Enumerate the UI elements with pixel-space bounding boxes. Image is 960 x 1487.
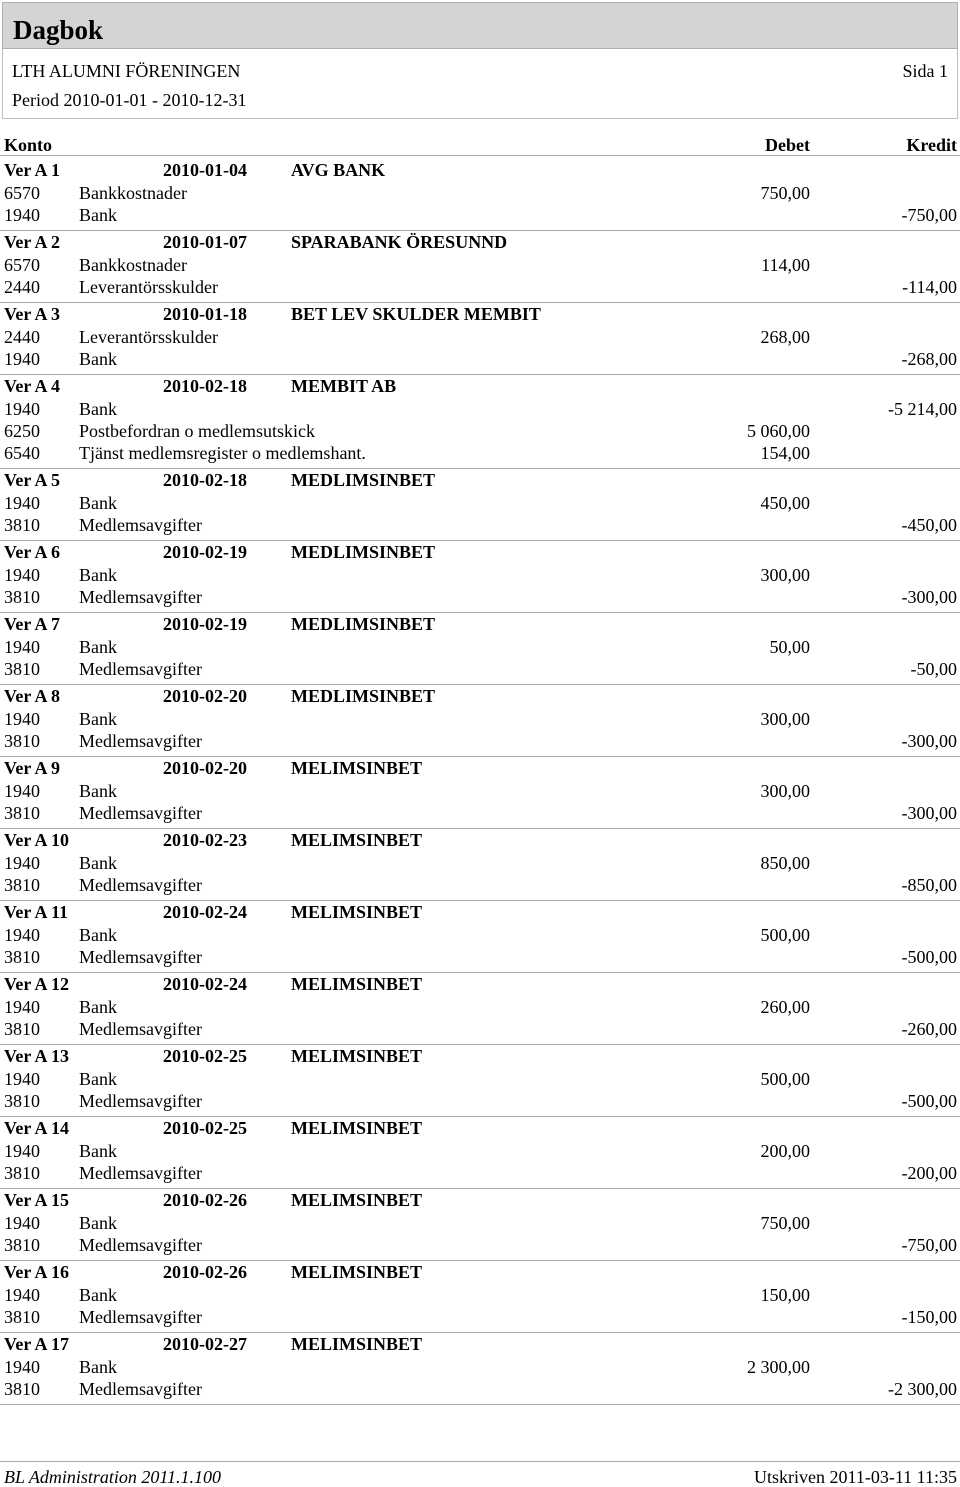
debet-amount: 268,00 <box>760 327 810 347</box>
ledger-row <box>0 586 960 608</box>
account-number: 1940 <box>4 1141 40 1161</box>
debet-amount: 300,00 <box>760 709 810 729</box>
ledger-row <box>0 348 960 370</box>
kredit-amount: -150,00 <box>901 1307 957 1327</box>
verification-date: 2010-02-26 <box>163 1262 247 1282</box>
debet-amount: 500,00 <box>760 925 810 945</box>
account-number: 3810 <box>4 1019 40 1039</box>
debet-amount: 150,00 <box>760 1285 810 1305</box>
column-headers <box>0 133 960 155</box>
verification-block <box>0 757 960 829</box>
ledger <box>0 159 960 1405</box>
account-name: Bank <box>79 349 117 369</box>
verification-number: Ver A 3 <box>4 304 61 324</box>
verification-number: Ver A 16 <box>4 1262 70 1282</box>
page-number: Sida 1 <box>902 61 948 81</box>
verification-header <box>0 685 960 707</box>
software-version: BL Administration 2011.1.100 <box>4 1467 222 1487</box>
account-name: Tjänst medlemsregister o medlemshant. <box>79 443 366 463</box>
account-number: 1940 <box>4 781 40 801</box>
debet-amount: 300,00 <box>760 565 810 585</box>
account-number: 1940 <box>4 709 40 729</box>
verification-header <box>0 159 960 181</box>
printed-timestamp: Utskriven 2011-03-11 11:35 <box>754 1467 957 1487</box>
report-info <box>2 49 958 119</box>
ledger-row <box>0 182 960 204</box>
kredit-amount: -300,00 <box>901 803 957 823</box>
account-number: 1940 <box>4 637 40 657</box>
verification-date: 2010-02-19 <box>163 542 247 562</box>
ledger-row <box>0 1306 960 1328</box>
verification-description: MELIMSINBET <box>291 902 423 922</box>
account-name: Postbefordran o medlemsutskick <box>79 421 315 441</box>
account-number: 1940 <box>4 925 40 945</box>
verification-description: MELIMSINBET <box>291 1262 423 1282</box>
debet-amount: 850,00 <box>760 853 810 873</box>
verification-block <box>0 541 960 613</box>
account-name: Bank <box>79 399 117 419</box>
verification-header <box>0 1261 960 1283</box>
verification-number: Ver A 15 <box>4 1190 70 1210</box>
verification-header <box>0 829 960 851</box>
verification-number: Ver A 10 <box>4 830 70 850</box>
ledger-row <box>0 398 960 420</box>
verification-date: 2010-02-26 <box>163 1190 247 1210</box>
account-name: Bank <box>79 853 117 873</box>
verification-date: 2010-02-25 <box>163 1046 247 1066</box>
verification-block <box>0 901 960 973</box>
verification-description: MELIMSINBET <box>291 1334 423 1354</box>
kredit-amount: -450,00 <box>901 515 957 535</box>
ledger-row <box>0 996 960 1018</box>
verification-date: 2010-02-18 <box>163 376 247 396</box>
verification-header <box>0 1045 960 1067</box>
account-name: Bank <box>79 1285 117 1305</box>
ledger-row <box>0 1212 960 1234</box>
ledger-row <box>0 658 960 680</box>
verification-description: MELIMSINBET <box>291 974 423 994</box>
verification-number: Ver A 2 <box>4 232 61 252</box>
account-number: 3810 <box>4 1307 40 1327</box>
verification-header <box>0 1189 960 1211</box>
ledger-row <box>0 780 960 802</box>
account-name: Bank <box>79 205 117 225</box>
verification-number: Ver A 12 <box>4 974 70 994</box>
ledger-row <box>0 1162 960 1184</box>
verification-description: MELIMSINBET <box>291 1046 423 1066</box>
account-number: 1940 <box>4 1213 40 1233</box>
account-name: Medlemsavgifter <box>79 587 202 607</box>
account-name: Bank <box>79 493 117 513</box>
account-number: 3810 <box>4 587 40 607</box>
period-range: Period 2010-01-01 - 2010-12-31 <box>12 90 247 110</box>
account-number: 3810 <box>4 659 40 679</box>
ledger-row <box>0 708 960 730</box>
account-name: Bank <box>79 997 117 1017</box>
account-name: Medlemsavgifter <box>79 1379 202 1399</box>
verification-number: Ver A 4 <box>4 376 61 396</box>
account-name: Medlemsavgifter <box>79 659 202 679</box>
verification-block <box>0 375 960 469</box>
kredit-amount: -5 214,00 <box>888 399 957 419</box>
title-bar <box>2 2 958 49</box>
ledger-row <box>0 1284 960 1306</box>
verification-description: MELIMSINBET <box>291 758 423 778</box>
kredit-amount: -300,00 <box>901 587 957 607</box>
ledger-row <box>0 254 960 276</box>
account-name: Bank <box>79 1357 117 1377</box>
verification-block <box>0 613 960 685</box>
ledger-row <box>0 564 960 586</box>
account-name: Bankkostnader <box>79 255 187 275</box>
debet-amount: 200,00 <box>760 1141 810 1161</box>
account-number: 1940 <box>4 997 40 1017</box>
verification-description: SPARABANK ÖRESUNND <box>291 232 508 252</box>
verification-block <box>0 829 960 901</box>
account-name: Leverantörsskulder <box>79 327 218 347</box>
verification-number: Ver A 5 <box>4 470 61 490</box>
verification-date: 2010-02-27 <box>163 1334 247 1354</box>
account-number: 3810 <box>4 731 40 751</box>
account-number: 1940 <box>4 1069 40 1089</box>
account-name: Medlemsavgifter <box>79 947 202 967</box>
kredit-amount: -500,00 <box>901 947 957 967</box>
account-name: Medlemsavgifter <box>79 875 202 895</box>
debet-amount: 114,00 <box>761 255 810 275</box>
debet-amount: 50,00 <box>769 637 810 657</box>
debet-amount: 2 300,00 <box>747 1357 810 1377</box>
verification-header <box>0 901 960 923</box>
debet-amount: 450,00 <box>760 493 810 513</box>
verification-description: MELIMSINBET <box>291 830 423 850</box>
verification-date: 2010-02-20 <box>163 686 247 706</box>
verification-description: BET LEV SKULDER MEMBIT <box>291 304 541 324</box>
kredit-amount: -2 300,00 <box>888 1379 957 1399</box>
account-name: Medlemsavgifter <box>79 1307 202 1327</box>
verification-header <box>0 303 960 325</box>
account-number: 2440 <box>4 327 40 347</box>
account-number: 1940 <box>4 349 40 369</box>
verification-header <box>0 757 960 779</box>
verification-date: 2010-02-18 <box>163 470 247 490</box>
kredit-amount: -750,00 <box>901 205 957 225</box>
verification-description: MEDLIMSINBET <box>291 686 436 706</box>
verification-date: 2010-02-24 <box>163 974 247 994</box>
account-number: 3810 <box>4 1163 40 1183</box>
verification-block <box>0 159 960 231</box>
ledger-row <box>0 1234 960 1256</box>
verification-number: Ver A 17 <box>4 1334 70 1354</box>
account-number: 3810 <box>4 1235 40 1255</box>
ledger-row <box>0 420 960 442</box>
ledger-row <box>0 326 960 348</box>
ledger-row <box>0 852 960 874</box>
verification-number: Ver A 13 <box>4 1046 70 1066</box>
ledger-row <box>0 204 960 226</box>
ledger-row <box>0 1356 960 1378</box>
verification-block <box>0 1117 960 1189</box>
verification-block <box>0 231 960 303</box>
column-kredit: Kredit <box>906 135 957 155</box>
account-number: 2440 <box>4 277 40 297</box>
kredit-amount: -260,00 <box>901 1019 957 1039</box>
verification-header <box>0 1117 960 1139</box>
account-number: 6250 <box>4 421 40 441</box>
verification-number: Ver A 11 <box>4 902 69 922</box>
account-number: 1940 <box>4 1285 40 1305</box>
verification-block <box>0 973 960 1045</box>
account-name: Bank <box>79 1213 117 1233</box>
ledger-row <box>0 1068 960 1090</box>
verification-header <box>0 973 960 995</box>
verification-header <box>0 231 960 253</box>
verification-date: 2010-02-23 <box>163 830 247 850</box>
account-name: Medlemsavgifter <box>79 731 202 751</box>
ledger-row <box>0 276 960 298</box>
ledger-row <box>0 874 960 896</box>
header-divider <box>0 155 960 156</box>
column-debet: Debet <box>765 135 810 155</box>
verification-number: Ver A 1 <box>4 160 61 180</box>
verification-number: Ver A 7 <box>4 614 61 634</box>
verification-number: Ver A 8 <box>4 686 61 706</box>
kredit-amount: -850,00 <box>901 875 957 895</box>
account-name: Medlemsavgifter <box>79 1235 202 1255</box>
verification-block <box>0 1045 960 1117</box>
verification-date: 2010-01-04 <box>163 160 247 180</box>
ledger-row <box>0 924 960 946</box>
account-number: 1940 <box>4 493 40 513</box>
verification-block <box>0 469 960 541</box>
account-number: 1940 <box>4 565 40 585</box>
verification-date: 2010-02-24 <box>163 902 247 922</box>
account-name: Medlemsavgifter <box>79 803 202 823</box>
account-name: Medlemsavgifter <box>79 515 202 535</box>
ledger-row <box>0 1018 960 1040</box>
verification-header <box>0 1333 960 1355</box>
account-name: Medlemsavgifter <box>79 1019 202 1039</box>
kredit-amount: -750,00 <box>901 1235 957 1255</box>
verification-description: MEMBIT AB <box>291 376 397 396</box>
debet-amount: 750,00 <box>760 1213 810 1233</box>
report-title: Dagbok <box>13 15 104 45</box>
ledger-row <box>0 946 960 968</box>
account-number: 6570 <box>4 255 40 275</box>
verification-number: Ver A 9 <box>4 758 61 778</box>
debet-amount: 500,00 <box>760 1069 810 1089</box>
ledger-row <box>0 1378 960 1400</box>
account-number: 1940 <box>4 205 40 225</box>
account-name: Bank <box>79 1069 117 1089</box>
account-number: 3810 <box>4 1091 40 1111</box>
kredit-amount: -268,00 <box>901 349 957 369</box>
verification-block <box>0 303 960 375</box>
debet-amount: 300,00 <box>760 781 810 801</box>
ledger-row <box>0 1090 960 1112</box>
verification-description: MELIMSINBET <box>291 1190 423 1210</box>
verification-block <box>0 1333 960 1405</box>
column-konto: Konto <box>4 135 53 155</box>
verification-number: Ver A 14 <box>4 1118 70 1138</box>
ledger-row <box>0 442 960 464</box>
account-name: Bank <box>79 709 117 729</box>
ledger-row <box>0 492 960 514</box>
kredit-amount: -114,00 <box>902 277 957 297</box>
account-name: Bank <box>79 1141 117 1161</box>
account-number: 6570 <box>4 183 40 203</box>
account-name: Bankkostnader <box>79 183 187 203</box>
account-name: Bank <box>79 637 117 657</box>
ledger-row <box>0 802 960 824</box>
account-name: Bank <box>79 781 117 801</box>
kredit-amount: -50,00 <box>910 659 957 679</box>
account-number: 3810 <box>4 1379 40 1399</box>
account-number: 3810 <box>4 803 40 823</box>
verification-description: MELIMSINBET <box>291 1118 423 1138</box>
debet-amount: 154,00 <box>760 443 810 463</box>
verification-block <box>0 1189 960 1261</box>
debet-amount: 750,00 <box>760 183 810 203</box>
verification-description: MEDLIMSINBET <box>291 614 436 634</box>
account-number: 3810 <box>4 947 40 967</box>
kredit-amount: -200,00 <box>901 1163 957 1183</box>
account-number: 1940 <box>4 853 40 873</box>
verification-description: AVG BANK <box>291 160 386 180</box>
ledger-row <box>0 514 960 536</box>
ledger-row <box>0 1140 960 1162</box>
verification-block <box>0 1261 960 1333</box>
account-name: Medlemsavgifter <box>79 1091 202 1111</box>
verification-description: MEDLIMSINBET <box>291 542 436 562</box>
account-number: 6540 <box>4 443 40 463</box>
account-number: 3810 <box>4 875 40 895</box>
kredit-amount: -500,00 <box>901 1091 957 1111</box>
debet-amount: 5 060,00 <box>747 421 810 441</box>
verification-number: Ver A 6 <box>4 542 61 562</box>
verification-date: 2010-01-07 <box>163 232 247 252</box>
verification-date: 2010-02-25 <box>163 1118 247 1138</box>
account-name: Bank <box>79 565 117 585</box>
verification-header <box>0 613 960 635</box>
account-number: 1940 <box>4 399 40 419</box>
kredit-amount: -300,00 <box>901 731 957 751</box>
account-name: Leverantörsskulder <box>79 277 218 297</box>
verification-header <box>0 375 960 397</box>
verification-block <box>0 685 960 757</box>
verification-header <box>0 541 960 563</box>
footer-divider <box>0 1461 960 1462</box>
account-name: Medlemsavgifter <box>79 1163 202 1183</box>
verification-date: 2010-01-18 <box>163 304 247 324</box>
account-number: 3810 <box>4 515 40 535</box>
verification-date: 2010-02-19 <box>163 614 247 634</box>
verification-description: MEDLIMSINBET <box>291 470 436 490</box>
verification-date: 2010-02-20 <box>163 758 247 778</box>
ledger-row <box>0 730 960 752</box>
debet-amount: 260,00 <box>760 997 810 1017</box>
ledger-row <box>0 636 960 658</box>
account-number: 1940 <box>4 1357 40 1377</box>
organization-name: LTH ALUMNI FÖRENINGEN <box>12 61 241 81</box>
verification-header <box>0 469 960 491</box>
account-name: Bank <box>79 925 117 945</box>
